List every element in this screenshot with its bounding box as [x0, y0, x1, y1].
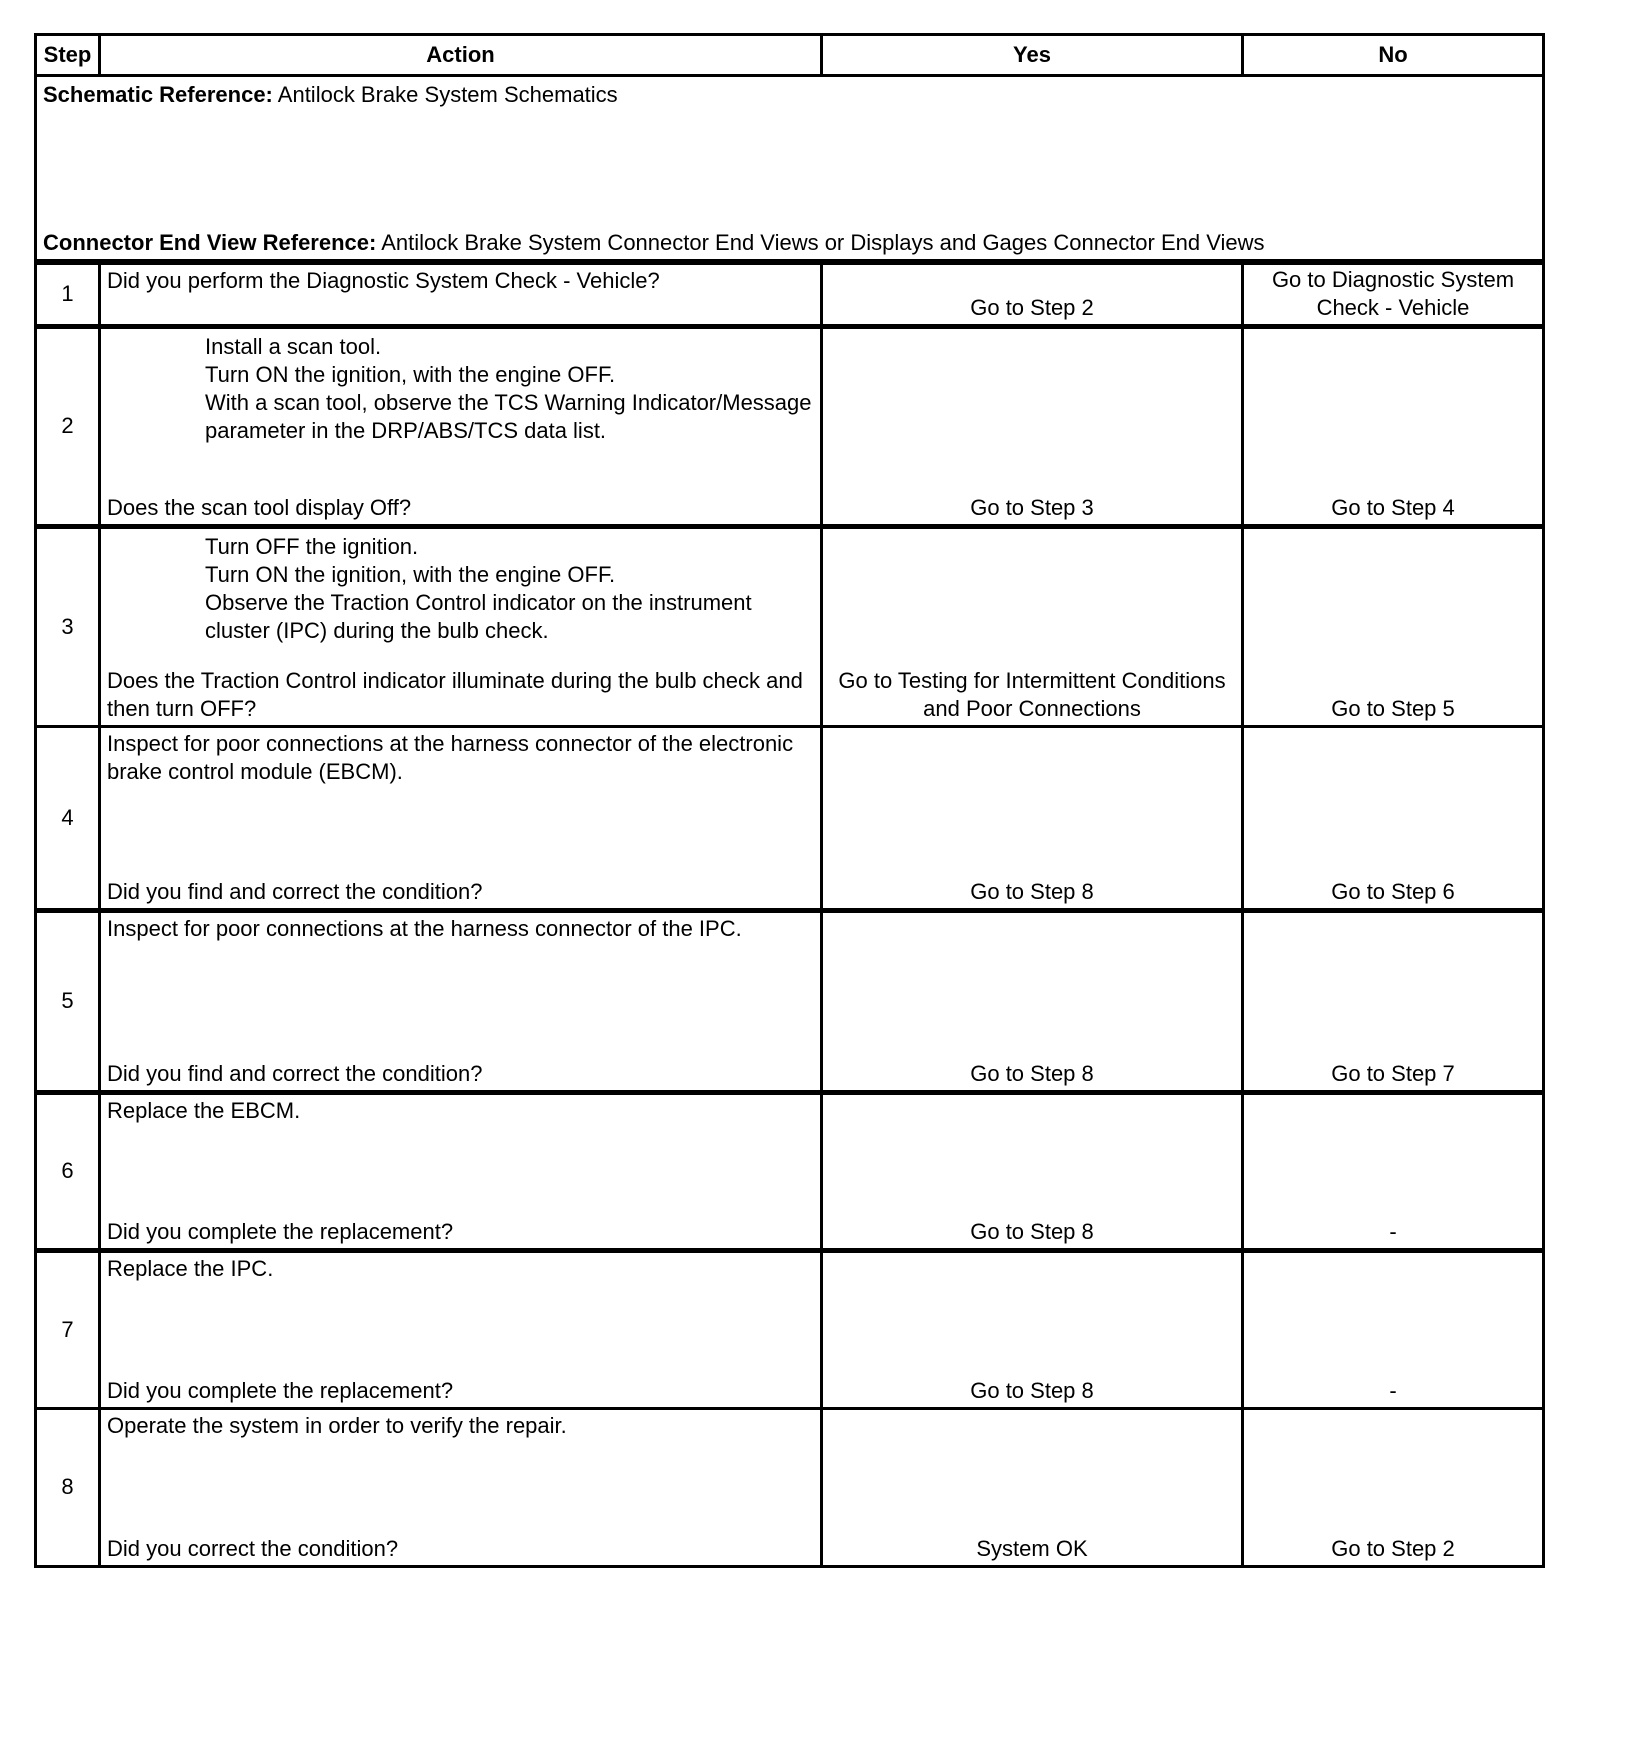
yes-cell[interactable]: Go to Step 8: [822, 1092, 1243, 1250]
action-instruction: Inspect for poor connections at the harness connector of the electronic brake control module (EBCM).: [107, 730, 794, 784]
yes-cell[interactable]: Go to Step 8: [822, 910, 1243, 1092]
action-cell: [100, 726, 822, 910]
action-question: Does the scan tool display Off?: [107, 494, 412, 520]
no-cell[interactable]: Go to Diagnostic System Check - Vehicle: [1243, 262, 1544, 326]
substep: Turn ON the ignition, with the engine OFF.: [205, 561, 616, 587]
action-instruction: Inspect for poor connections at the harness connector of the IPC.: [107, 915, 742, 941]
step-number: 8: [36, 1408, 100, 1566]
connector-reference: [43, 229, 1265, 257]
header-no: No: [1243, 35, 1544, 76]
table-row: [36, 1408, 1544, 1566]
no-cell[interactable]: Go to Step 4: [1243, 326, 1544, 526]
action-substeps: [107, 533, 814, 645]
no-cell[interactable]: Go to Step 2: [1243, 1408, 1544, 1566]
reference-cell: [36, 76, 1544, 263]
table-row: [36, 1092, 1544, 1250]
step-number: 6: [36, 1092, 100, 1250]
table-row: [36, 1250, 1544, 1408]
no-cell[interactable]: Go to Step 6: [1243, 726, 1544, 910]
action-question: Did you complete the replacement?: [107, 1377, 454, 1403]
schematic-reference-label: Schematic Reference:: [43, 82, 273, 107]
yes-cell[interactable]: Go to Step 8: [822, 1250, 1243, 1408]
action-question: Did you correct the condition?: [107, 1535, 399, 1561]
yes-cell[interactable]: Go to Step 3: [822, 326, 1243, 526]
action-instruction: Replace the EBCM.: [107, 1097, 301, 1123]
connector-reference-link[interactable]: Antilock Brake System Connector End Views or Displays and Gages Connector End Views: [376, 230, 1265, 255]
connector-reference-label: Connector End View Reference:: [43, 230, 377, 255]
action-cell: [100, 262, 822, 326]
action-cell: [100, 326, 822, 526]
action-cell: [100, 1092, 822, 1250]
schematic-reference: [43, 81, 618, 109]
diagnostic-table: [34, 33, 1545, 1568]
step-number: 5: [36, 910, 100, 1092]
header-step: Step: [36, 35, 100, 76]
step-number: 7: [36, 1250, 100, 1408]
header-row: [36, 35, 1544, 76]
yes-cell[interactable]: Go to Testing for Intermittent Conditions and Poor Connections: [822, 526, 1243, 726]
substep: Turn OFF the ignition.: [205, 533, 419, 559]
action-question: Did you find and correct the condition?: [107, 1060, 483, 1086]
step-number: 1: [36, 262, 100, 326]
no-cell: -: [1243, 1250, 1544, 1408]
action-question: Did you find and correct the condition?: [107, 878, 483, 904]
yes-cell[interactable]: Go to Step 8: [822, 726, 1243, 910]
table-row: [36, 526, 1544, 726]
substep: Install a scan tool.: [205, 333, 382, 359]
no-cell[interactable]: Go to Step 5: [1243, 526, 1544, 726]
yes-cell: System OK: [822, 1408, 1243, 1566]
action-substeps: [107, 333, 814, 445]
substep: With a scan tool, observe the TCS Warning Indicator/Message parameter in the DRP/ABS/TCS data list.: [205, 389, 812, 443]
action-cell: [100, 910, 822, 1092]
action-cell: [100, 526, 822, 726]
step-number: 2: [36, 326, 100, 526]
table-row: [36, 726, 1544, 910]
table-row: [36, 262, 1544, 326]
step-number: 3: [36, 526, 100, 726]
reference-row: [36, 76, 1544, 263]
no-cell: -: [1243, 1092, 1544, 1250]
table-row: [36, 910, 1544, 1092]
substep: Observe the Traction Control indicator on the instrument cluster (IPC) during the bulb check.: [205, 589, 752, 643]
diagnostic-table-container: [34, 33, 1542, 1568]
no-cell[interactable]: Go to Step 7: [1243, 910, 1544, 1092]
action-question: Did you complete the replacement?: [107, 1218, 454, 1244]
action-question: Does the Traction Control indicator illuminate during the bulb check and then turn OFF?: [107, 667, 803, 721]
action-instruction: Operate the system in order to verify the repair.: [107, 1412, 567, 1438]
substep: Turn ON the ignition, with the engine OFF.: [205, 361, 616, 387]
step-number: 4: [36, 726, 100, 910]
header-action: Action: [100, 35, 822, 76]
table-row: [36, 326, 1544, 526]
action-instruction: Replace the IPC.: [107, 1255, 274, 1281]
schematic-reference-link[interactable]: Antilock Brake System Schematics: [272, 82, 618, 107]
action-cell: [100, 1408, 822, 1566]
header-yes: Yes: [822, 35, 1243, 76]
yes-cell[interactable]: Go to Step 2: [822, 262, 1243, 326]
action-question: Did you perform the Diagnostic System Check - Vehicle?: [107, 268, 660, 293]
action-cell: [100, 1250, 822, 1408]
